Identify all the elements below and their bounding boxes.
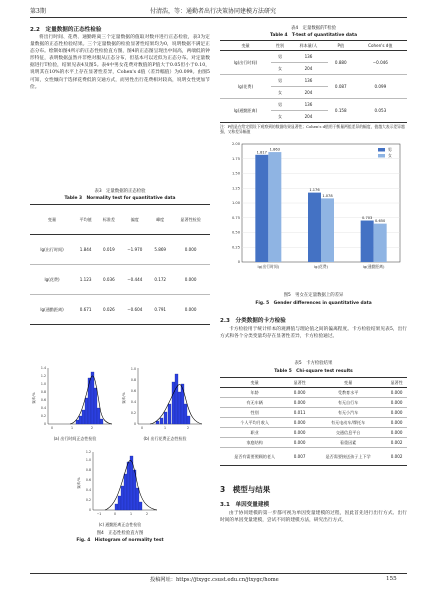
fig4-title-cn: 图4 正态性检验直方图 [96, 531, 144, 536]
section-3-1-heading: 3.1 单因变量建模 [220, 502, 270, 508]
footer-rule [30, 573, 407, 574]
y-tick-label: 2.00 [231, 142, 240, 147]
bar [374, 224, 387, 262]
y-tick-label: 0.2 [130, 411, 136, 415]
table-row: 女 204 [220, 63, 407, 75]
table5-header: 变量 [220, 378, 289, 388]
y-tick-label: 0.8 [130, 378, 136, 382]
y-tick-label: 0.6 [40, 398, 46, 402]
section-2-3-heading: 2.3 分类数据的卡方检验 [220, 318, 286, 324]
table4-title-cn: 表4 定量数据的T检验 [291, 26, 336, 31]
table-row: lg(花费) 1.123 0.036 −0.444 0.172 0.000 [30, 265, 210, 295]
legend-label: 女 [388, 153, 392, 159]
footer-url[interactable]: 投稿网址：https://jtxygc.csust.edu.cn/jtxygc/home [150, 577, 279, 583]
y-tick-label: 0 [43, 422, 46, 426]
table4-header: 变量 [220, 41, 271, 51]
section-3-1-paragraph: 由于协同建模的第一步都可视为单因变量建模的过程，因此首先进行出行方式、出行时间的单因变量建模，尝试不同的建模方法，研究出行方式、 [220, 511, 407, 524]
y-tick-label: 1.0 [85, 458, 91, 462]
y-tick-label: 0.8 [40, 390, 46, 394]
table-row: lg(花费) 男 136 0.087 0.099 [220, 75, 407, 87]
x-tick-label: 2 [90, 426, 94, 430]
header-rule [30, 17, 407, 18]
y-axis-label: 频率/% [32, 392, 36, 404]
gender-bar-chart [220, 140, 407, 290]
bar [255, 155, 268, 262]
bar [308, 193, 321, 262]
x-tick-label: 1 [129, 512, 133, 516]
y-tick-label: 0.75 [231, 215, 240, 220]
y-tick-label: 1.25 [231, 186, 240, 191]
table5-header: 显著性 [386, 378, 407, 388]
table3-header: 变量 [30, 205, 74, 235]
x-tick-label: 1 [163, 426, 167, 430]
y-tick-label: 1.2 [85, 450, 91, 454]
table3 [30, 204, 210, 325]
section-2-2-paragraph: 将出行时间、花费、通勤距离三个定量数据的值取对数并进行正态检验，表3为定量数据的正态性检验结果。三个定量数据的检验显著性结果均为0，说明数据不满足正态分布。绘制如图4所示的正态性检验直方图，图4的正态图呈现出中间高，两端低的钟形特征，表明数据虽然并非绝对服从正态分布，但基本可以近似为正态分布。对定量数据进行T检验，结果见表4及图5。表4中男女花费对数值的P值大于0.05但小于0.10，说明其在10%的水平上存在显著性差异，Cohen's d值（差异幅值）为0.099。由图5可知，女性倾向于选择花费低的交通方式，而男性出行花费相对较高，说明女性更加节俭。 [30, 35, 210, 90]
section-2-2-heading: 2.2 定量数据的正态性检验 [30, 27, 102, 33]
legend-swatch [378, 148, 385, 152]
y-tick-label: 0.6 [130, 389, 136, 393]
x-tick-label: −1 [96, 512, 102, 516]
table3-title-en: Table 3 Normality test for quantitative data [64, 196, 176, 201]
x-tick-label: 0 [50, 426, 54, 430]
table3-header: 平均值 [74, 205, 97, 235]
fig4-title-en: Fig. 4 Histogram of normality test [76, 538, 164, 543]
y-tick-label: 1.50 [231, 171, 240, 176]
table4-title-en: Table 4 T-test of quantitative data [269, 33, 358, 38]
table4-header: 性别 [271, 41, 289, 51]
data-label: 1.176 [309, 188, 320, 193]
histogram-b [120, 364, 210, 434]
data-label: 1.863 [269, 147, 280, 152]
y-tick-label: 0.25 [231, 245, 240, 250]
table4-header: P值 [328, 41, 354, 51]
table-row: 个人平均月收入 0.000 有无电动车/摩托车 0.000 [220, 418, 407, 428]
table-row: 有无车辆 0.000 有无自行车 0.000 [220, 398, 407, 408]
y-tick-label: 1.4 [40, 366, 46, 370]
table-row: lg(通勤距离) 0.671 0.026 −0.604 0.791 0.000 [30, 295, 210, 325]
table5-header: 变量 [310, 378, 386, 388]
hist-b-caption: (b) 出行花费正态性检验 [143, 436, 187, 441]
table-row: lg(出行时间) 1.844 0.019 −1.970 5.869 0.000 [30, 235, 210, 265]
data-label: 1.078 [322, 193, 333, 198]
page-number: 155 [386, 576, 397, 582]
legend-label: 男 [388, 147, 392, 153]
table-row: lg(出行时间) 男 136 0.880 −0.046 [220, 51, 407, 63]
y-tick-label: 0.2 [85, 498, 91, 502]
table-row: 年龄 0.000 受教育水平 0.000 [220, 388, 407, 398]
y-tick-label: 0.4 [40, 406, 46, 410]
table4-header: Cohen's d值 [354, 41, 407, 51]
x-tick-label: lg(花费) [313, 264, 329, 269]
x-tick-label: 0 [113, 512, 117, 516]
table4-header: 样本量/人 [289, 41, 328, 51]
x-tick-label: 2 [186, 426, 190, 430]
table3-title-cn: 表3 定量数据的正态检验 [94, 189, 146, 194]
section-2-3-paragraph: 卡方检验用于统计样本的观测值与理论值之间的偏离程度。卡方检验结果见表5，出行方式和各个分类变量均存在显著性差异，卡方检验通过。 [220, 327, 407, 340]
histogram-a [30, 364, 120, 434]
y-tick-label: 0.4 [130, 400, 136, 404]
table5-header: 显著性 [289, 378, 310, 388]
hist-c-caption: (c) 通勤距离正态性检验 [98, 522, 142, 527]
x-tick-label: lg(出行时间) [257, 264, 280, 269]
fig5-title-en: Fig. 5 Gender differences in quantitative data [255, 301, 372, 306]
y-tick-label: 0 [88, 508, 91, 512]
hist-a-caption: (a) 出行时间正态性检验 [53, 436, 97, 441]
table3-header: 偏度 [120, 205, 149, 235]
table-row: 女 204 [220, 111, 407, 123]
section-3-heading: 3 模型与结果 [220, 485, 271, 494]
table4 [220, 40, 407, 123]
legend-swatch [378, 154, 385, 158]
x-tick-label: 0 [140, 426, 144, 430]
table5 [220, 377, 407, 466]
y-tick-label: 1.75 [231, 156, 240, 161]
y-tick-label: 0.4 [85, 488, 91, 492]
table-row: 职业 0.000 交通信息平台 0.000 [220, 428, 407, 438]
y-tick-label: 0.6 [85, 478, 91, 482]
histogram-c [75, 448, 165, 520]
y-axis-label: 频率/% [77, 477, 81, 489]
y-tick-label: 1.00 [231, 201, 240, 206]
data-label: 0.703 [362, 216, 373, 221]
y-tick-label: 0.50 [231, 230, 240, 235]
y-tick-label: 0.8 [85, 468, 91, 472]
y-tick-label: 1.2 [40, 374, 46, 378]
x-tick-label: lg(通勤距离) [362, 264, 385, 269]
running-title: 付清浩，等：通勤者出行决策协同建模方法研究 [150, 8, 277, 15]
table5-title-cn: 表5 卡方检验结果 [294, 361, 333, 366]
data-label: 1.817 [256, 150, 267, 155]
issue-label: 第3期 [30, 8, 46, 15]
bar [268, 152, 281, 262]
table-row: 性别 0.011 有无小汽车 0.000 [220, 408, 407, 418]
table4-note: 注：P值是在给定假设下观察到的数据结果显著性；Cohen's d值用于衡量两组差异的幅度，值越大表示差异越强，又称差异幅值 [220, 124, 405, 135]
y-tick-label: 0.2 [40, 414, 46, 418]
fig5-title-cn: 图5 男女在定量数据上的差异 [283, 293, 344, 298]
table-row: 女 204 [220, 87, 407, 99]
y-tick-label: 1.0 [130, 367, 136, 371]
data-label: 0.650 [375, 219, 386, 224]
table3-header: 显著性检验 [171, 205, 210, 235]
table3-header: 峰度 [149, 205, 171, 235]
y-tick-label: 1.0 [40, 382, 46, 386]
y-tick-label: 0 [133, 422, 136, 426]
y-tick-label: 0 [237, 260, 240, 265]
table-row: lg(通勤距离) 男 136 0.158 0.053 [220, 99, 407, 111]
y-axis-label: 频率/% [122, 392, 126, 404]
x-tick-label: 2 [145, 512, 149, 516]
bar [321, 198, 334, 262]
bar [361, 221, 374, 262]
table-row: 是否有需要照顾的老人 0.007 是否需要接送孩子上下学 0.002 [220, 448, 407, 466]
x-tick-label: 1 [70, 426, 74, 430]
table5-title-en: Table 5 Chi-square test results [274, 369, 353, 374]
table3-header: 标准差 [97, 205, 120, 235]
table-row: 家庭结构 0.000 看重因素 0.002 [220, 438, 407, 448]
